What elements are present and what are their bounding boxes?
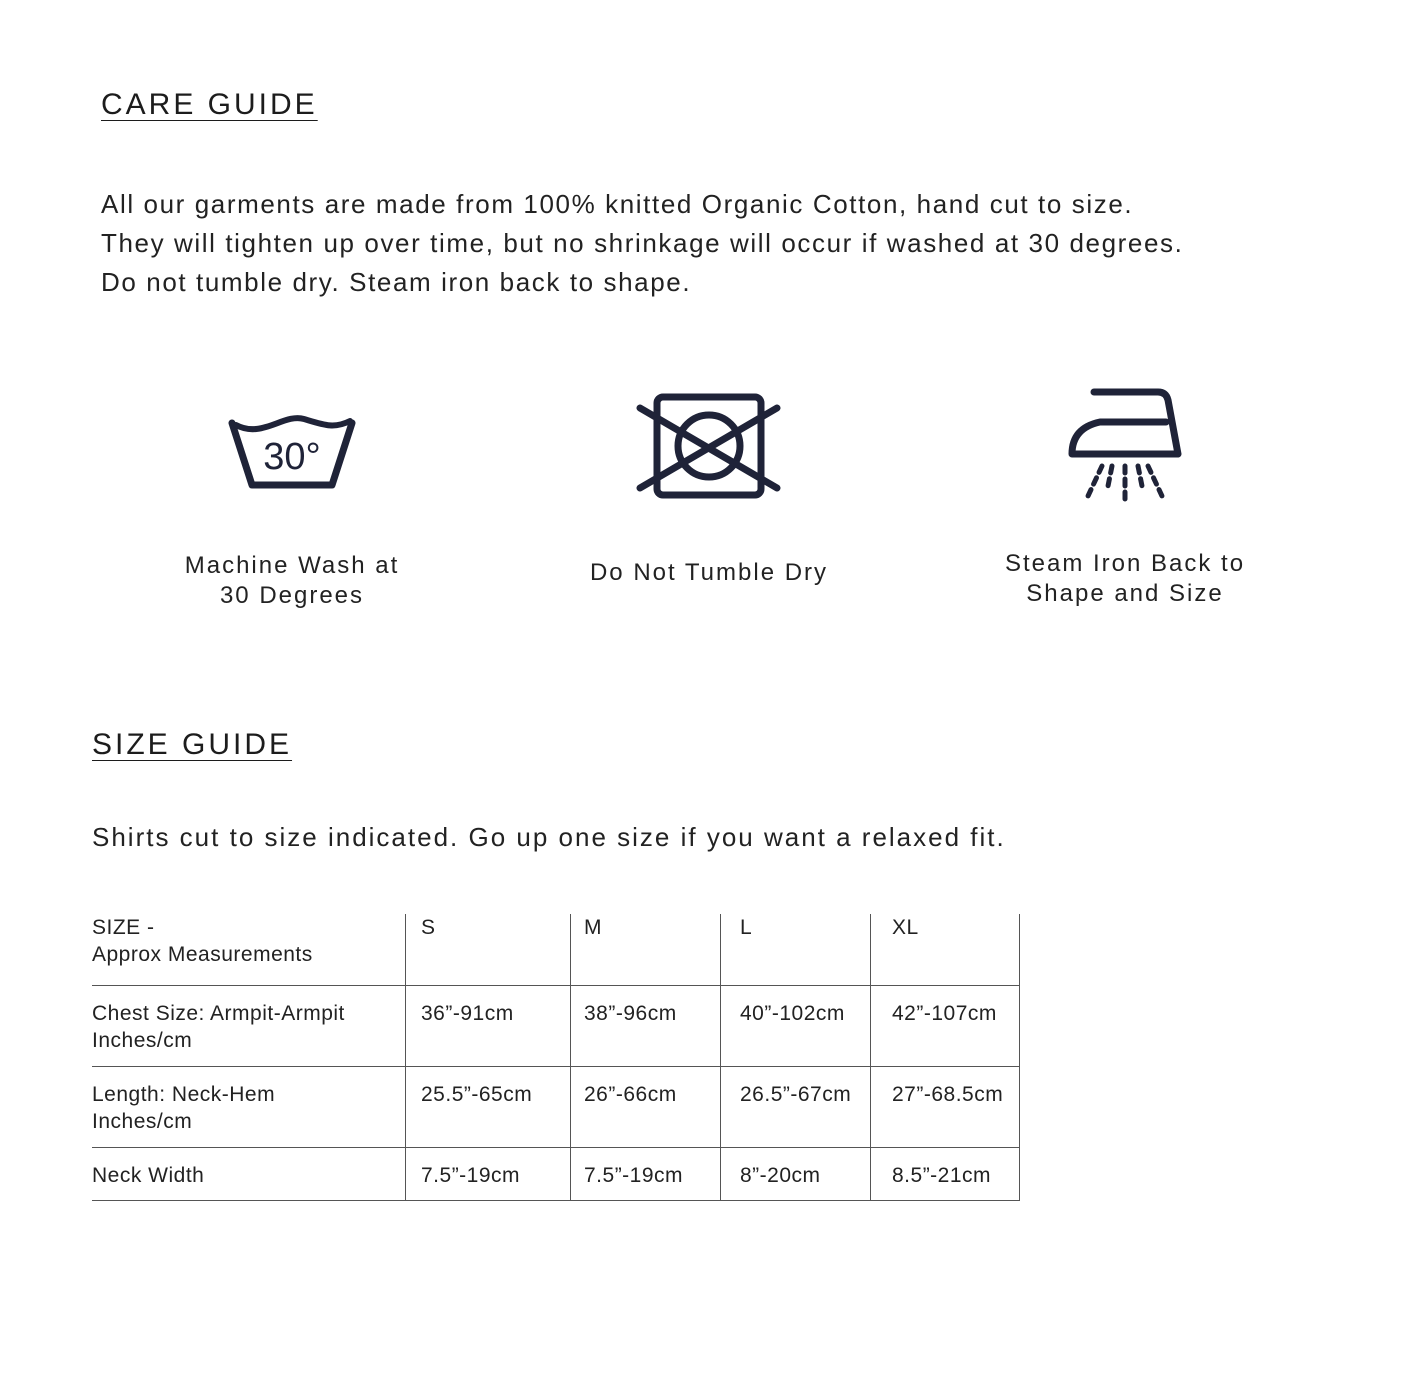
table-cell: 26.5”-67cm [721,1067,871,1148]
row-label [92,986,406,1067]
care-item-wash [142,405,442,611]
care-item-dry [559,392,859,588]
size-header-s: S [406,914,571,986]
table-cell: 40”-102cm [721,986,871,1067]
row-label-line: Neck Width [92,1164,205,1187]
size-guide-title: SIZE GUIDE [92,728,293,761]
row-label-line: Inches/cm [92,1110,193,1133]
table-cell: 25.5”-65cm [406,1067,571,1148]
wash-temperature-text: 30° [263,436,321,478]
table-cell: 7.5”-19cm [571,1148,721,1201]
table-row [92,1148,1020,1201]
header-label-line: SIZE - [92,916,155,939]
table-cell: 42”-107cm [871,986,1020,1067]
care-text-line: All our garments are made from 100% knitted Organic Cotton, hand cut to size. [101,189,1134,219]
size-header-l: L [721,914,871,986]
row-label-line: Inches/cm [92,1029,193,1052]
care-guide-text [101,185,1401,302]
row-label-line: Length: Neck-Hem [92,1083,276,1106]
table-cell: 38”-96cm [571,986,721,1067]
size-header-xl: XL [871,914,1020,986]
care-text-line: Do not tumble dry. Steam iron back to shape. [101,267,692,297]
wash-label-line: 30 Degrees [219,582,365,609]
row-label [92,1067,406,1148]
row-label-line: Chest Size: Armpit-Armpit [92,1002,345,1025]
table-header-row [92,914,1020,986]
care-item-iron [975,384,1275,609]
size-table [92,914,1020,1201]
care-guide-title: CARE GUIDE [101,88,318,121]
table-cell: 8.5”-21cm [871,1148,1020,1201]
iron-label-line: Shape and Size [1026,580,1224,607]
care-text-line: They will tighten up over time, but no shrinkage will occur if washed at 30 degrees. [101,228,1184,258]
table-row [92,986,1020,1067]
wash-label-line: Machine Wash at [184,552,400,579]
table-cell: 27”-68.5cm [871,1067,1020,1148]
no-tumble-dry-icon [634,392,784,502]
dry-label-line: Do Not Tumble Dry [589,559,829,586]
table-cell: 36”-91cm [406,986,571,1067]
table-cell: 7.5”-19cm [406,1148,571,1201]
iron-label [975,549,1275,609]
steam-iron-icon [1060,384,1190,509]
size-header-m: M [571,914,721,986]
table-cell: 8”-20cm [721,1148,871,1201]
wash-label [142,551,442,611]
wash-30-icon [222,405,362,495]
row-label [92,1148,406,1201]
dry-label [559,558,859,588]
size-guide-text: Shirts cut to size indicated. Go up one size if you want a relaxed fit. [92,822,1006,852]
table-header-label [92,914,406,986]
iron-label-line: Steam Iron Back to [1004,550,1246,577]
table-cell: 26”-66cm [571,1067,721,1148]
table-row [92,1067,1020,1148]
header-label-line: Approx Measurements [92,943,313,966]
